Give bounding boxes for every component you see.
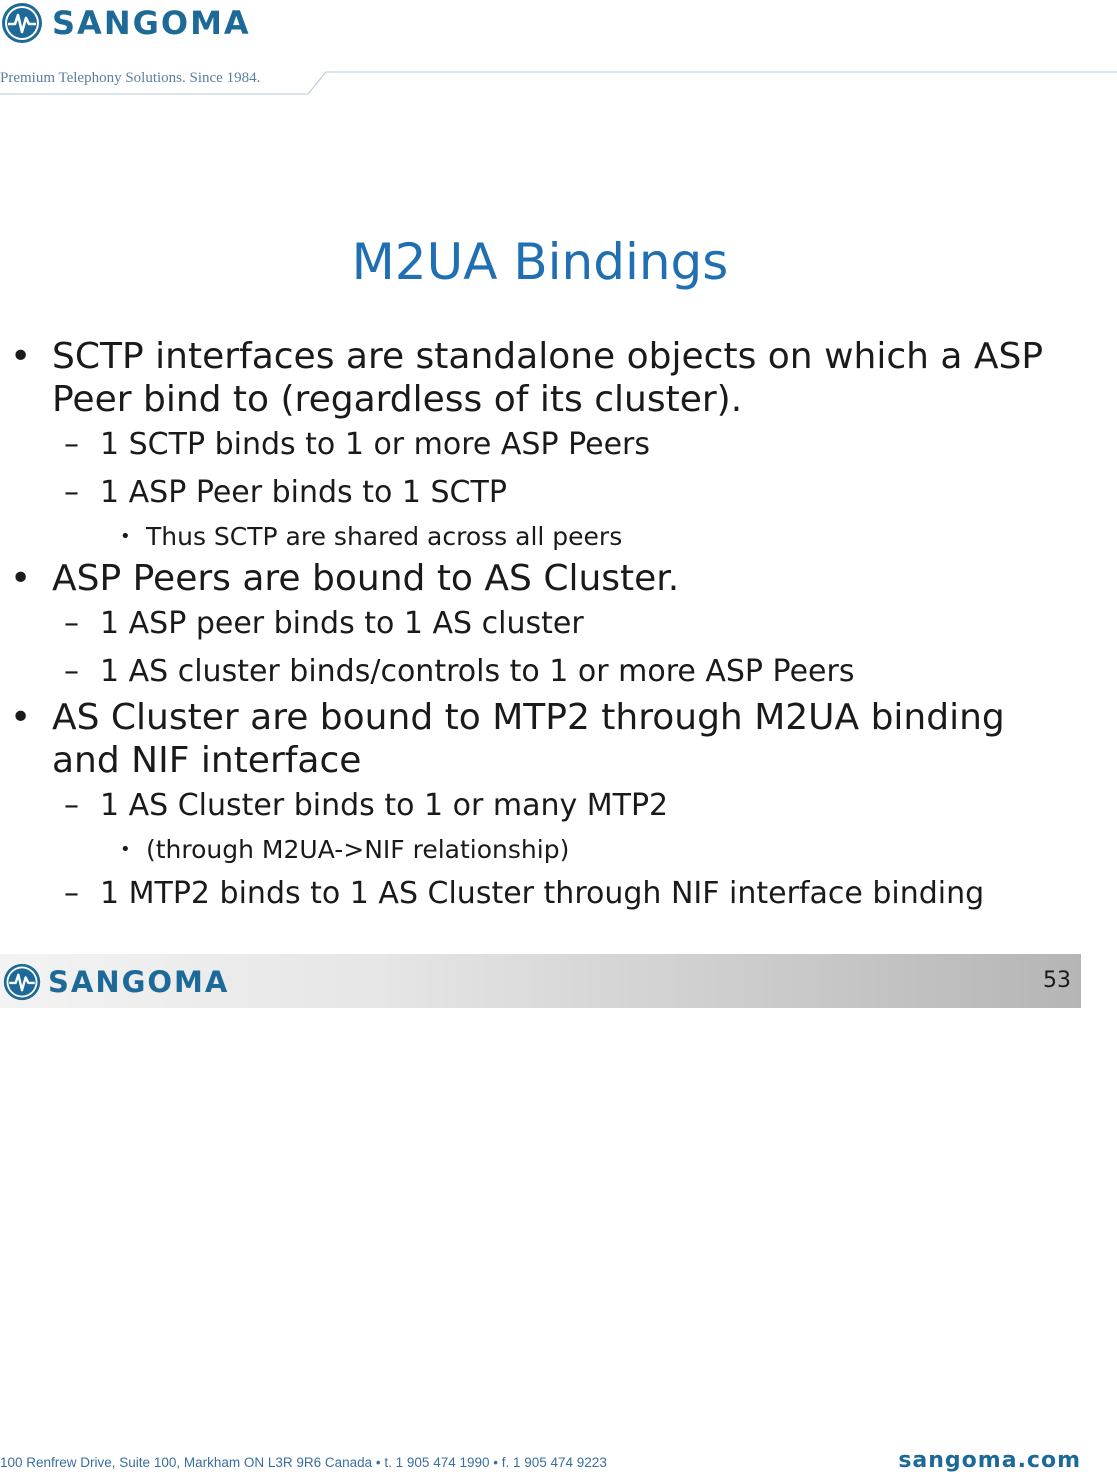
slide-content [0,335,1080,918]
footer-brand-name: SANGOMA [48,964,230,999]
slide-title: M2UA Bindings [351,233,729,291]
footer-website: sangoma.com [898,1448,1081,1473]
sub-bullet-3-2: – 1 MTP2 binds to 1 AS Cluster through NIF interface binding [64,876,985,911]
sub-bullet-text: 1 ASP peer binds to 1 AS cluster [100,606,584,641]
sub-bullet-text: 1 ASP Peer binds to 1 SCTP [100,475,507,510]
bullet-2: • ASP Peers are bound to AS Cluster. [10,558,680,599]
sub-bullet-text: 1 SCTP binds to 1 or more ASP Peers [100,427,651,462]
header-logo [0,0,251,46]
sub-bullet-3-1: – 1 AS Cluster binds to 1 or many MTP2 [64,788,669,823]
sub-bullet-2-2: – 1 AS cluster binds/controls to 1 or more ASP Peers [64,654,855,689]
brand-name: SANGOMA [52,4,251,42]
sub-bullet-text: 1 AS cluster binds/controls to 1 or more ASP Peers [100,654,855,689]
sangoma-logo-icon [0,1,44,45]
sub-sub-bullet-3-1-1: • (through M2UA->NIF relationship) [120,835,570,864]
sub-sub-bullet-text: Thus SCTP are shared across all peers [146,522,623,551]
sub-sub-bullet-1-2-1: • Thus SCTP are shared across all peers [120,522,623,551]
sub-bullet-2-1: – 1 ASP peer binds to 1 AS cluster [64,606,584,641]
sangoma-logo-icon [2,962,42,1002]
bullet-text: ASP Peers are bound to AS Cluster. [52,558,680,599]
sub-bullet-1-1: – 1 SCTP binds to 1 or more ASP Peers [64,427,651,462]
sub-bullet-1-2: – 1 ASP Peer binds to 1 SCTP [64,475,507,510]
sub-sub-bullet-text: (through M2UA->NIF relationship) [146,835,570,864]
footer-logo [2,962,229,1002]
bullet-1: • SCTP interfaces are standalone objects on which a ASP Peer bind to (regardless of its cluster). [10,336,1044,420]
sub-bullet-text: 1 MTP2 binds to 1 AS Cluster through NIF interface binding [100,876,985,911]
footer-address: 100 Renfrew Drive, Suite 100, Markham ON L3R 9R6 Canada • t. 1 905 474 1990 • f. 1 905 474 9223 [0,1455,607,1470]
tagline: Premium Telephony Solutions. Since 1984. [0,70,261,86]
sub-bullet-text: 1 AS Cluster binds to 1 or many MTP2 [100,788,669,823]
bullet-text: AS Cluster are bound to MTP2 through M2UA binding and NIF interface [52,697,1005,781]
bullet-3: • AS Cluster are bound to MTP2 through M2UA binding and NIF interface [10,697,1005,781]
slide-footer-band [0,954,1081,1008]
bullet-text: SCTP interfaces are standalone objects on which a ASP Peer bind to (regardless of its cluster). [52,336,1044,420]
page-number: 53 [1043,968,1071,993]
